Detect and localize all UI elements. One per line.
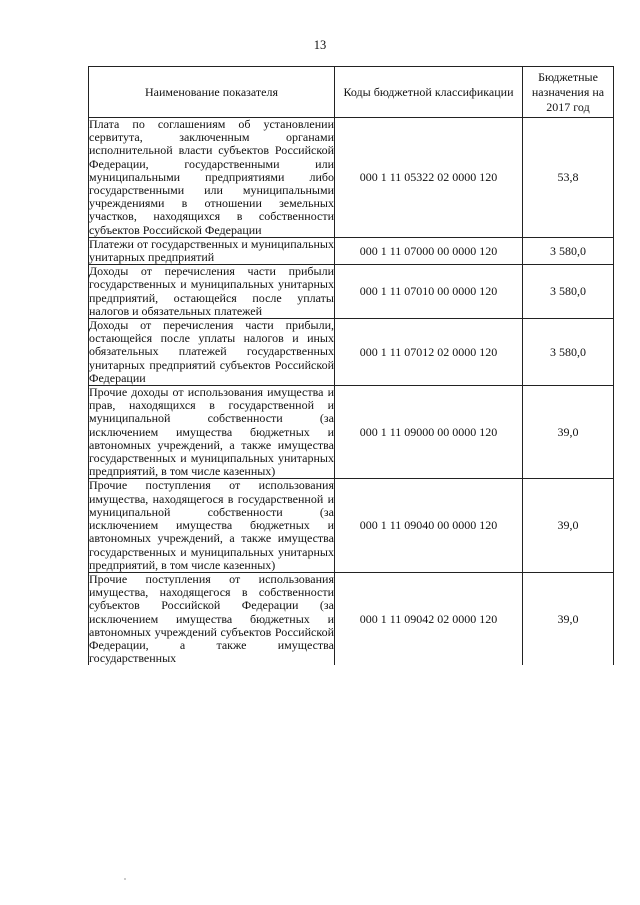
row-amount: 3 580,0 <box>523 319 614 386</box>
row-amount: 3 580,0 <box>523 265 614 319</box>
table-row <box>89 237 614 264</box>
table-row <box>89 386 614 479</box>
row-amount: 39,0 <box>523 572 614 665</box>
row-name: Прочие поступления от использования имущества, находящегося в государственной и муниципальной собственности (за исключением имущества бюджетных и автономных учреждений, а также имущества государственных и муниципальных унитарных предприятий, в том числе казенных) <box>89 478 334 572</box>
table-row <box>89 265 614 319</box>
row-amount: 39,0 <box>523 386 614 479</box>
row-name: Плата по соглашениям об установлении сервитута, заключенным органами исполнительной власти субъектов Российской Федерации, государственными или муниципальными предприятиями либо государственными или муниципальными учреждениями в отношении земельных участков, находящихся в собственности субъектов Российской Федерации <box>89 117 334 237</box>
row-amount: 3 580,0 <box>523 237 614 264</box>
row-code: 000 1 11 09042 02 0000 120 <box>335 572 523 665</box>
table-row <box>89 479 614 572</box>
header-budget-amount: Бюджетные назначения на 2017 год <box>523 67 614 118</box>
row-code: 000 1 11 09000 00 0000 120 <box>335 386 523 479</box>
row-code: 000 1 11 09040 00 0000 120 <box>335 479 523 572</box>
page-number: 13 <box>313 38 327 52</box>
row-name: Платежи от государственных и муниципальных унитарных предприятий <box>89 236 334 265</box>
row-code: 000 1 11 07012 02 0000 120 <box>335 319 523 386</box>
row-code: 000 1 11 05322 02 0000 120 <box>335 118 523 238</box>
row-name: Прочие доходы от использования имущества и прав, находящихся в государственной и муниципальной собственности (за исключением имущества бюджетных и автономных учреждений, а также имущества государственных и муниципальных унитарных предприятий, в том числе казенных) <box>89 385 334 479</box>
scan-speck <box>124 878 126 880</box>
row-name: Доходы от перечисления части прибыли, остающейся после уплаты налогов и иных обязательных платежей государственных унитарных предприятий субъектов Российской Федерации <box>89 318 334 385</box>
table-row <box>89 319 614 386</box>
table-row <box>89 572 614 665</box>
row-name: Доходы от перечисления части прибыли государственных и муниципальных унитарных предприятий, остающейся после уплаты налогов и обязательных платежей <box>89 264 334 318</box>
row-amount: 53,8 <box>523 118 614 238</box>
row-name: Прочие поступления от использования имущества, находящегося в собственности субъектов Российской Федерации (за исключением имущества бюджетных и автономных учреждений субъектов Российской Федерации, а также имущества государственных <box>89 571 334 666</box>
row-code: 000 1 11 07010 00 0000 120 <box>335 265 523 319</box>
header-budget-code: Коды бюджетной классификации <box>335 67 523 118</box>
header-indicator-name: Наименование показателя <box>89 67 335 118</box>
row-code: 000 1 11 07000 00 0000 120 <box>335 237 523 264</box>
budget-table <box>88 66 614 665</box>
table-row <box>89 118 614 238</box>
table-header-row <box>89 67 614 118</box>
row-amount: 39,0 <box>523 479 614 572</box>
